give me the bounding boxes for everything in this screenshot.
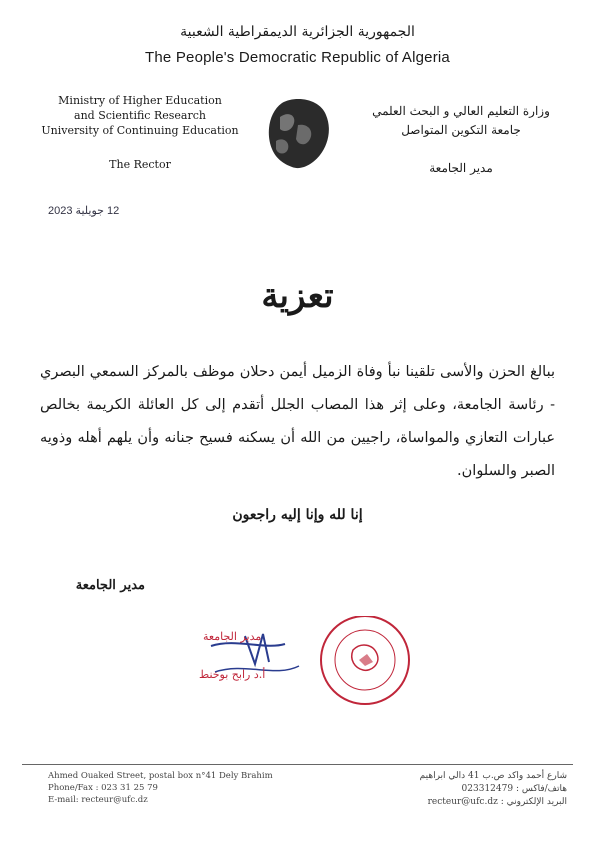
footer-address: Ahmed Ouaked Street, postal box n°41 Dely Brahim	[48, 771, 273, 781]
footer-phone: Phone/Fax : 023 31 25 79	[48, 783, 158, 793]
footer-email: البريد الإلكتروني : recteur@ufc.dz	[427, 797, 567, 807]
signatory-title: مدير الجامعة	[75, 578, 145, 593]
footer-email: E-mail: recteur@ufc.dz	[48, 795, 148, 805]
university-line: جامعة التكوين المتواصل	[401, 123, 521, 137]
ministry-line: وزارة التعليم العالي و البحث العلمي	[372, 104, 550, 118]
republic-title-arabic: الجمهورية الجزائرية الديمقراطية الشعبية	[180, 24, 415, 40]
ministry-arabic-block	[351, 102, 571, 140]
quran-verse: إنا لله وإنا إليه راجعون	[232, 507, 363, 523]
university-line: University of Continuing Education	[41, 124, 239, 137]
ministry-line: and Scientific Research	[74, 109, 206, 122]
signature-block	[195, 616, 455, 716]
republic-title-english: The People's Democratic Republic of Algeria	[145, 49, 450, 66]
ministry-line: Ministry of Higher Education	[58, 94, 222, 107]
university-logo-icon	[262, 95, 332, 173]
footer-address: شارع أحمد واكد ص.ب 41 دالي ابراهيم	[419, 771, 567, 781]
document-title: تعزية	[261, 276, 334, 316]
condolence-body: ببالغ الحزن والأسى تلقينا نبأ وفاة الزميل أيمن دحلان موظف بالمركز السمعي البصري - رئاسة الجامعة، وعلى إثر هذا المصاب الجلل أتقدم إلى كل العائلة الكريمة بخالص عبارات التعازي والمواساة، راجيين من الله أن يسكنه فسيح جنانه وأن يلهم أهله وذويه الصبر والسلوان.	[40, 364, 555, 479]
rector-english: The Rector	[109, 158, 171, 171]
rector-arabic: مدير الجامعة	[429, 161, 493, 175]
footer-arabic	[420, 770, 567, 809]
handwritten-title: مدير الجامعة	[203, 630, 262, 643]
footer-english	[48, 770, 273, 806]
handwritten-name: أ.د رابح بوخنط	[199, 668, 266, 681]
footer-divider	[22, 764, 573, 765]
ministry-english-block	[30, 93, 250, 138]
date-stamp: 12 جويلية 2023	[48, 205, 120, 217]
footer-phone: هاتف/فاكس : 023312479	[461, 784, 567, 794]
